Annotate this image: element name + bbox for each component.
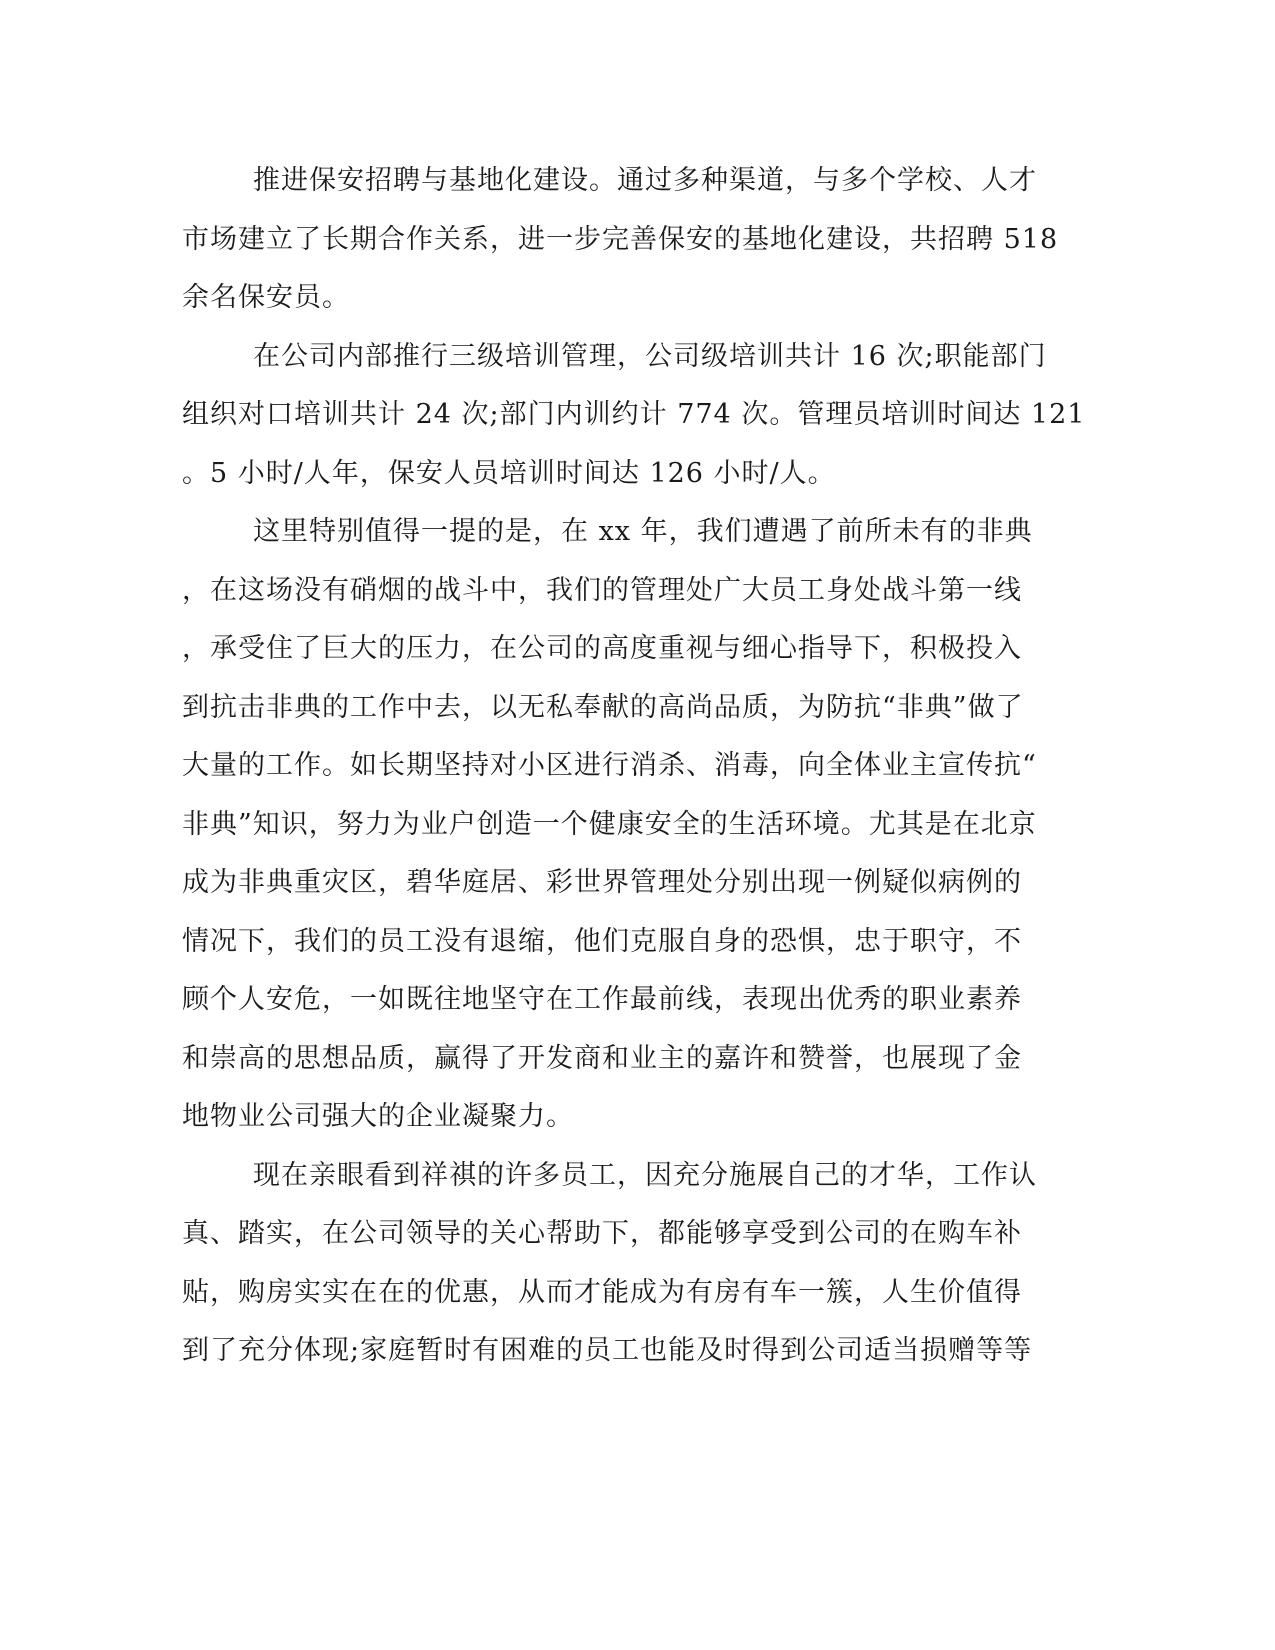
document-body <box>182 152 1086 1381</box>
paragraph-3-line-10: 和崇高的思想品质，赢得了开发商和业主的嘉许和赞誉，也展现了金 <box>182 1042 1022 1074</box>
paragraph-2-line-2: 组织对口培训共计 24 次;部门内训约计 774 次。管理员培训时间达 121 <box>182 399 1086 430</box>
paragraph-3-line-5: 大量的工作。如长期坚持对小区进行消杀、消毒，向全体业主宣传抗“ <box>182 750 1037 781</box>
paragraph-2-line-1: 在公司内部推行三级培训管理，公司级培训共计 16 次;职能部门 <box>253 340 1047 372</box>
paragraph-4-line-3: 贴，购房实实在在的优惠，从而才能成为有房有车一簇，人生价值得 <box>182 1276 1022 1308</box>
paragraph-2-line-3: 。5 小时/人年，保安人员培训时间达 126 小时/人。 <box>182 457 836 489</box>
paragraph-1-line-1: 推进保安招聘与基地化建设。通过多种渠道，与多个学校、人才 <box>253 165 1037 196</box>
paragraph-3-line-7: 成为非典重灾区，碧华庭居、彩世界管理处分别出现一例疑似病例的 <box>182 867 1022 898</box>
paragraph-4-line-2: 真、踏实，在公司领导的关心帮助下，都能够享受到公司的在购车补 <box>182 1218 1022 1249</box>
paragraph-4-line-1: 现在亲眼看到祥祺的许多员工，因充分施展自己的才华，工作认 <box>253 1159 1037 1191</box>
paragraph-3-line-8: 情况下，我们的员工没有退缩，他们克服自身的恐惧，忠于职守，不 <box>182 925 1022 957</box>
paragraph-4-line-4: 到了充分体现;家庭暂时有困难的员工也能及时得到公司适当损赠等等 <box>182 1335 1033 1366</box>
paragraph-1-line-2: 市场建立了长期合作关系，进一步完善保安的基地化建设，共招聘 518 <box>182 223 1059 255</box>
paragraph-3-line-2: ，在这场没有硝烟的战斗中，我们的管理处广大员工身处战斗第一线 <box>182 574 1022 606</box>
paragraph-1-line-3: 余名保安员。 <box>182 282 350 313</box>
paragraph-3-line-4: 到抗击非典的工作中去，以无私奉献的高尚品质，为防抗“非典”做了 <box>182 691 1024 723</box>
paragraph-3-line-9: 顾个人安危，一如既往地坚守在工作最前线，表现出优秀的职业素养 <box>182 984 1022 1015</box>
paragraph-3-line-6: 非典”知识，努力为业户创造一个健康安全的生活环境。尤其是在北京 <box>182 808 1037 840</box>
paragraph-3-line-3: ，承受住了巨大的压力，在公司的高度重视与细心指导下，积极投入 <box>182 633 1022 664</box>
paragraph-3-line-1: 这里特别值得一提的是，在 xx 年，我们遭遇了前所未有的非典 <box>253 516 1033 547</box>
paragraph-3-line-11: 地物业公司强大的企业凝聚力。 <box>182 1101 574 1132</box>
